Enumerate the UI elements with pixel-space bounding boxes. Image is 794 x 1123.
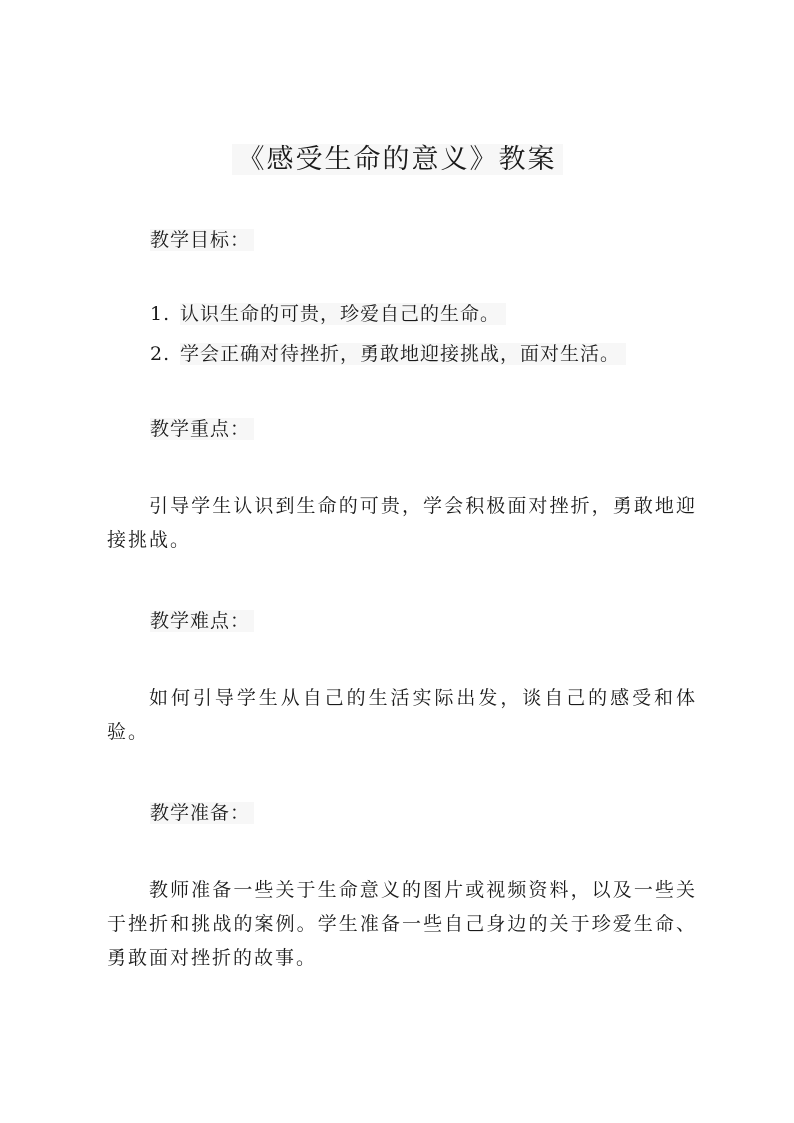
difficulties-heading: 教学难点： <box>150 605 254 637</box>
preparation-heading: 教学准备： <box>150 797 254 829</box>
objectives-heading: 教学目标： <box>150 224 254 256</box>
objective-item-2 <box>150 338 626 370</box>
objective-number: 1. <box>150 303 171 325</box>
difficulties-paragraph: 如何引导学生从自己的生活实际出发，谈自己的感受和体验。 <box>107 687 697 743</box>
objective-text: 认识生命的可贵，珍爱自己的生命。 <box>180 303 506 325</box>
preparation-paragraph: 教师准备一些关于生命意义的图片或视频资料，以及一些关于挫折和挑战的案例。学生准备一些自己身边的关于珍爱生命、勇敢面对挫折的故事。 <box>107 879 697 969</box>
objective-text: 学会正确对待挫折，勇敢地迎接挑战，面对生活。 <box>180 343 626 365</box>
objective-number: 2. <box>150 343 171 365</box>
key-points-paragraph: 引导学生认识到生命的可贵，学会积极面对挫折，勇敢地迎接挑战。 <box>107 495 697 551</box>
document-title <box>0 140 794 180</box>
document-title-text: 《感受生命的意义》教案 <box>232 144 563 175</box>
key-points-heading: 教学重点： <box>150 413 254 445</box>
objective-item-1 <box>150 298 506 330</box>
